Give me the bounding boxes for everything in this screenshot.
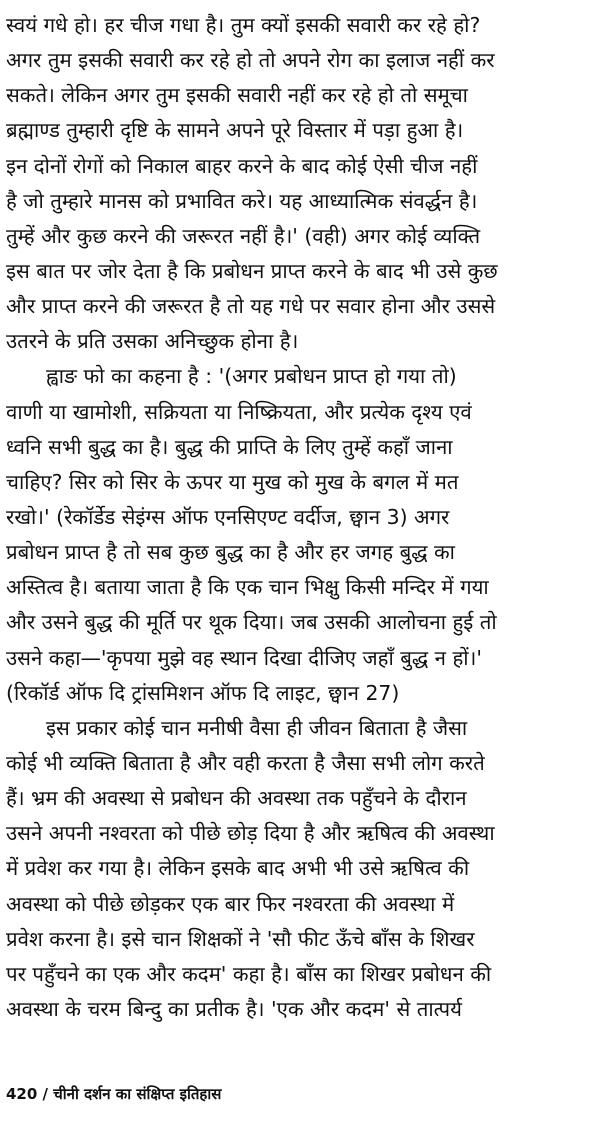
book-page <box>6 0 596 1127</box>
text-line: और उसने बुद्ध की मूर्ति पर थूक दिया। जब उसकी आलोचना हुई तो <box>6 610 497 635</box>
text-line: अगर तुम इसकी सवारी कर रहे हो तो अपने रोग का इलाज नहीं कर <box>6 48 495 73</box>
text-line: में प्रवेश कर गया है। लेकिन इसके बाद अभी भी उसे ऋषित्व की <box>6 856 470 881</box>
text-line: प्रवेश करना है। इसे चान शिक्षकों ने 'सौ फीट ऊँचे बाँस के शिखर <box>6 926 475 951</box>
text-line: उसने अपनी नश्वरता को पीछे छोड़ दिया है और ऋषित्व की अवस्था <box>6 821 495 846</box>
text-line: है जो तुम्हारे मानस को प्रभावित करे। यह आध्यात्मिक संवर्द्धन है। <box>6 188 478 213</box>
text-line: ब्रह्माण्ड तुम्हारी दृष्टि के सामने अपने पूरे विस्तार में पड़ा हुआ है। <box>6 118 464 143</box>
text-line: चाहिए? सिर को सिर के ऊपर या मुख को मुख के बगल में मत <box>6 469 459 494</box>
text-line: अवस्था को पीछे छोड़कर एक बार फिर नश्वरता की अवस्था में <box>6 891 455 916</box>
text-line: उतरने के प्रति उसका अनिच्छुक होना है। <box>6 329 299 354</box>
text-line: अस्तित्व है। बताया जाता है कि एक चान भिक्षु किसी मन्दिर में गया <box>6 575 489 600</box>
body-text <box>6 8 596 1027</box>
paragraph-start-line: ह्वाङ फो का कहना है : '(अगर प्रबोधन प्राप्त हो गया तो) <box>46 364 457 389</box>
text-line: और प्राप्त करने की जरूरत है तो यह गधे पर सवार होना और उससे <box>6 294 496 319</box>
text-line: अवस्था के चरम बिन्दु का प्रतीक है। 'एक और कदम' से तात्पर्य <box>6 996 462 1021</box>
text-line: (रिकॉर्ड ऑफ दि ट्रांसमिशन ऑफ दि लाइट, छ्वान 27) <box>6 680 400 705</box>
text-line: प्रबोधन प्राप्त है तो सब कुछ बुद्ध का है और हर जगह बुद्ध का <box>6 540 455 565</box>
page-footer: 420 / चीनी दर्शन का संक्षिप्त इतिहास <box>6 1085 222 1103</box>
text-line: हैं। भ्रम की अवस्था से प्रबोधन की अवस्था तक पहुँचने के दौरान <box>6 786 467 811</box>
text-line: कोई भी व्यक्ति बिताता है और वही करता है जैसा सभी लोग करते <box>6 750 485 775</box>
text-line: पर पहुँचने का एक और कदम' कहा है। बाँस का शिखर प्रबोधन की <box>6 961 492 986</box>
paragraph-start-line: इस प्रकार कोई चान मनीषी वैसा ही जीवन बिताता है जैसा <box>46 715 468 740</box>
text-line: वाणी या खामोशी, सक्रियता या निष्क्रियता, और प्रत्येक दृश्य एवं <box>6 399 472 424</box>
text-line: उसने कहा—'कृपया मुझे वह स्थान दिखा दीजिए जहाँ बुद्ध न हों।' <box>6 645 482 670</box>
text-line: ध्वनि सभी बुद्ध का है। बुद्ध की प्राप्ति के लिए तुम्हें कहाँ जाना <box>6 434 453 459</box>
text-line: इन दोनों रोगों को निकाल बाहर करने के बाद कोई ऐसी चीज नहीं <box>6 153 478 178</box>
text-line: रखो।' (रेकॉर्डेड सेइंग्स ऑफ एनसिएण्ट वर्दीज, छ्वान 3) अगर <box>6 504 450 529</box>
text-line: तुम्हें और कुछ करने की जरूरत नहीं है।' (वही) अगर कोई व्यक्ति <box>6 223 481 248</box>
text-line: इस बात पर जोर देता है कि प्रबोधन प्राप्त करने के बाद भी उसे कुछ <box>6 258 498 283</box>
text-line: सकते। लेकिन अगर तुम इसकी सवारी नहीं कर रहे हो तो समूचा <box>6 83 468 108</box>
text-line: स्वयं गधे हो। हर चीज गधा है। तुम क्यों इसकी सवारी कर रहे हो? <box>6 13 481 37</box>
